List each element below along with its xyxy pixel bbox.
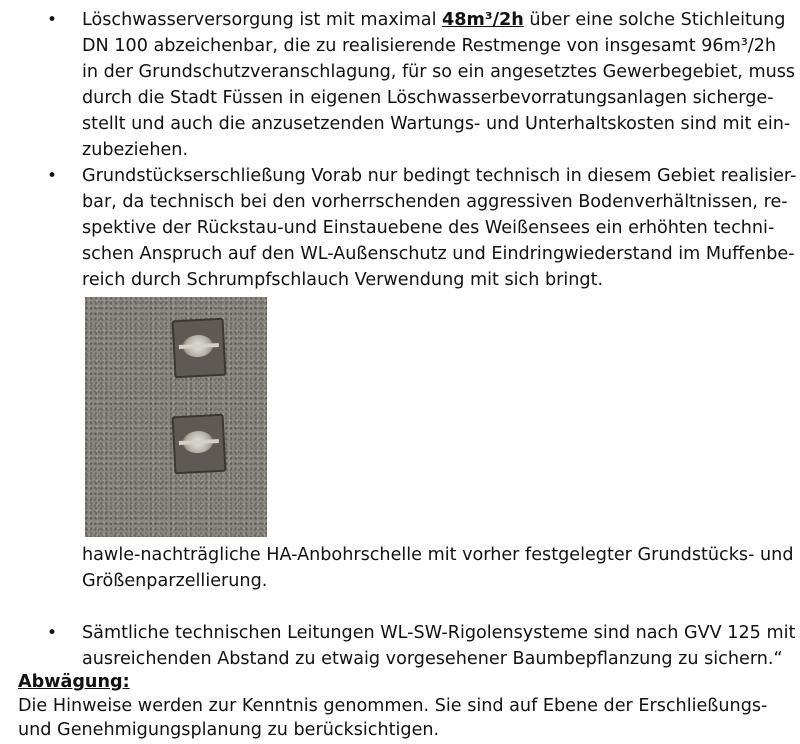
valve-cover-bottom [172, 414, 227, 475]
bullet-marker: • [47, 623, 58, 643]
bullet-text-line: Grundstückserschließung Vorab nur bedingt technisch in diesem Gebiet realisier- [82, 166, 797, 186]
highlighted-value: 48m³/2h [442, 10, 524, 30]
text-fragment: Löschwasserversorgung ist mit maximal [82, 10, 443, 30]
bullet-text-line: stellt und auch die anzusetzenden Wartungs- und Unterhaltskosten sind mit ein- [82, 114, 791, 134]
bullet-marker: • [47, 166, 58, 186]
photo-caption-line: Größenparzellierung. [82, 571, 268, 591]
bullet-text-line [82, 8, 785, 32]
bullet-text-line: schen Anspruch auf den WL-Außenschutz und Eindringwiederstand im Muffenbe- [82, 244, 795, 264]
bullet-text-line: reich durch Schrumpfschlauch Verwendung mit sich bringt. [82, 270, 604, 290]
bullet-text-line: Sämtliche technischen Leitungen WL-SW-Rigolensysteme sind nach GVV 125 mit [82, 623, 796, 643]
bullet-text-line: spektive der Rückstau-und Einstauebene des Weißensees ein erhöhten techni- [82, 218, 775, 238]
bullet-text-line: zubeziehen. [82, 140, 189, 160]
bullet-text-line: in der Grundschutzveranschlagung, für so ein angesetztes Gewerbegebiet, muss [82, 62, 796, 82]
bullet-text-line: ausreichenden Abstand zu etwaig vorgesehener Baumbepflanzung zu sichern.“ [82, 649, 783, 669]
bullet-text-line: durch die Stadt Füssen in eigenen Löschwasserbevorratungsanlagen sicherge- [82, 88, 774, 108]
valve-cover-top [172, 318, 227, 379]
abwaegung-text-line: und Genehmigungsplanung zu berücksichtigen. [18, 720, 440, 740]
section-heading-abwaegung: Abwägung: [18, 672, 130, 692]
anbohrschelle-photo [85, 297, 267, 537]
text-fragment: über eine solche Stichleitung [523, 10, 786, 30]
bullet-marker: • [47, 10, 58, 30]
bullet-text-line: DN 100 abzeichenbar, die zu realisierende Restmenge von insgesamt 96m³/2h [82, 36, 777, 56]
bullet-text-line: bar, da technisch bei den vorherrschenden aggressiven Bodenverhältnissen, re- [82, 192, 788, 212]
abwaegung-text-line: Die Hinweise werden zur Kenntnis genommen. Sie sind auf Ebene der Erschließungs- [18, 696, 768, 716]
photo-caption-line: hawle-nachträgliche HA-Anbohrschelle mit vorher festgelegter Grundstücks- und [82, 545, 794, 565]
